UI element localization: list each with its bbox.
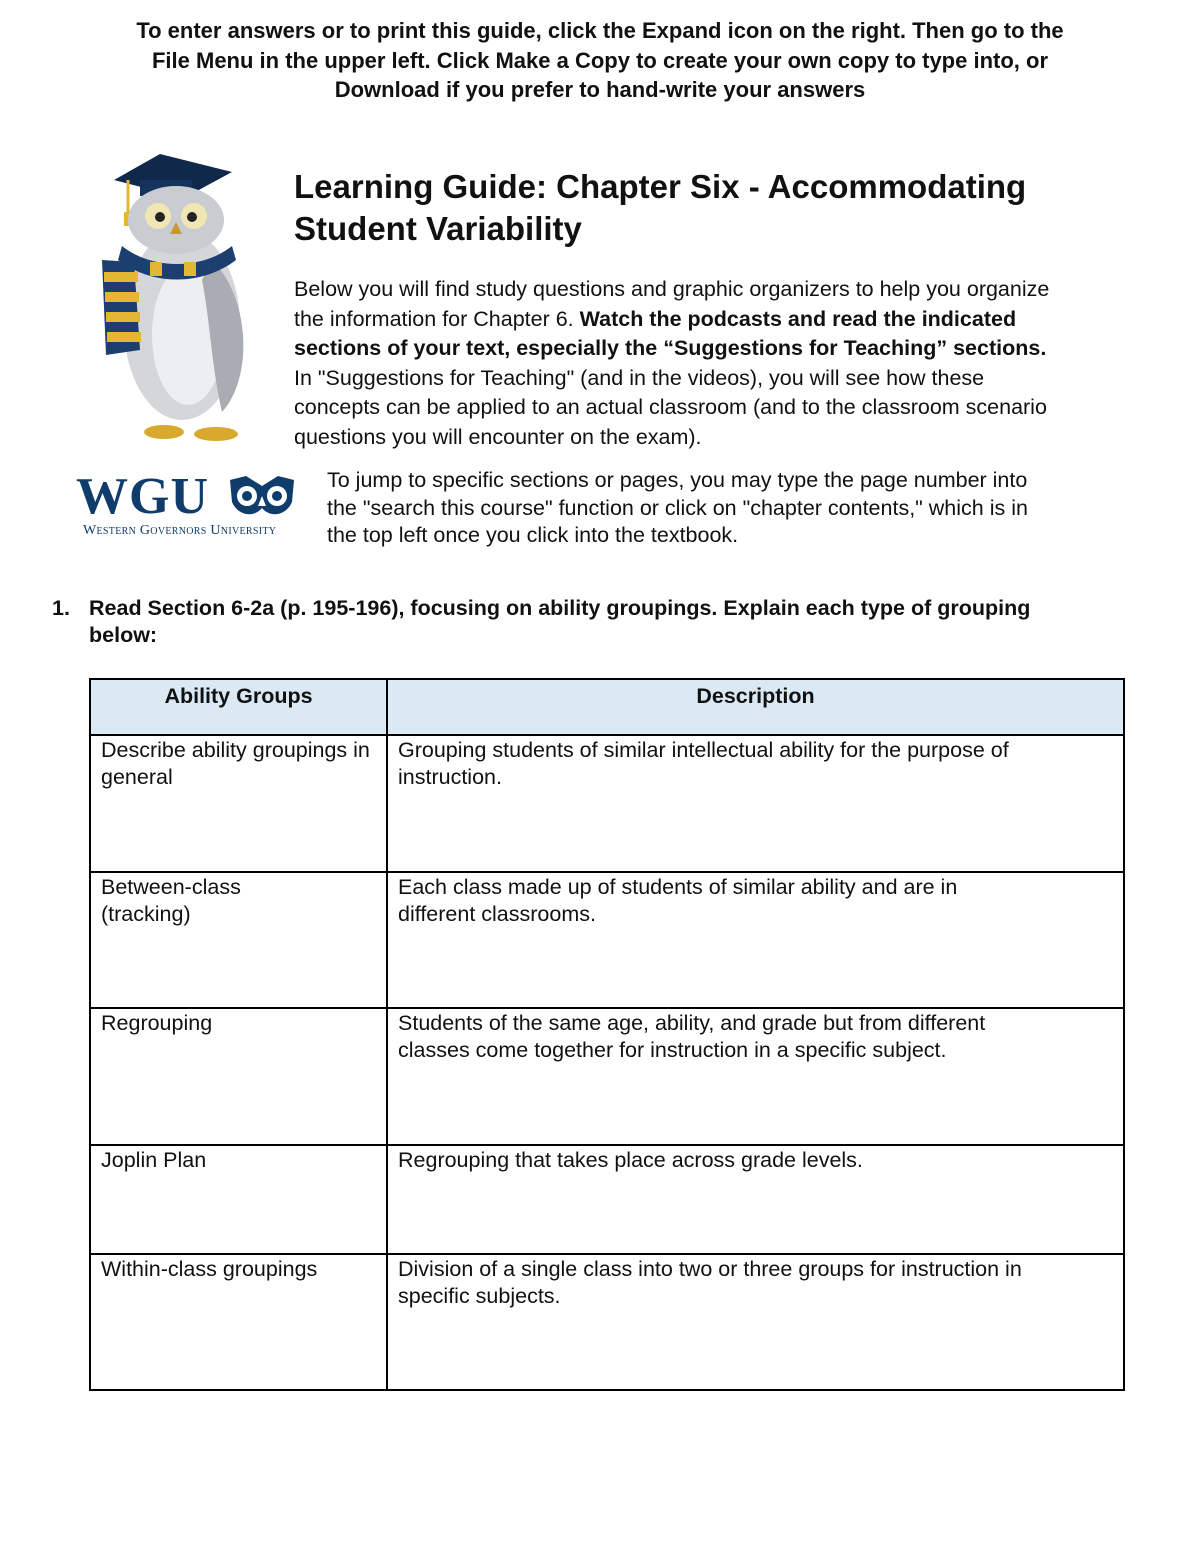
description-cell[interactable] bbox=[387, 735, 1124, 872]
table-header-row bbox=[90, 679, 1124, 735]
question-line: below: bbox=[89, 623, 158, 647]
wgu-logo bbox=[76, 470, 301, 540]
cell-line: Students of the same age, ability, and grade but from different bbox=[398, 1011, 986, 1035]
question-line: Read Section 6-2a (p. 195-196), focusing on ability groupings. Explain each type of grouping bbox=[89, 596, 1031, 620]
logo-subtitle: Western Governors University bbox=[83, 523, 277, 538]
column-header: Ability Groups bbox=[90, 679, 387, 735]
intro-text: . bbox=[1040, 336, 1047, 360]
cell-line: instruction. bbox=[398, 765, 502, 789]
description-cell[interactable] bbox=[387, 1145, 1124, 1254]
description-cell[interactable] bbox=[387, 1254, 1124, 1390]
group-cell bbox=[90, 1254, 387, 1390]
cell-line: Regrouping bbox=[101, 1011, 213, 1035]
navigation-tip bbox=[327, 467, 1147, 550]
notice-line: To enter answers or to print this guide, click the Expand icon on the right. Then go to the bbox=[136, 18, 1064, 43]
intro-line bbox=[294, 334, 1174, 364]
intro-line: In "Suggestions for Teaching" (and in the videos), you will see how these bbox=[294, 365, 985, 390]
cell-line: Joplin Plan bbox=[101, 1148, 207, 1172]
table-row bbox=[90, 1145, 1124, 1254]
cell-line: Division of a single class into two or three groups for instruction in bbox=[398, 1257, 1022, 1281]
question-text bbox=[89, 595, 1139, 649]
intro-emphasis: sections of your text, especially the “Suggestions for Teaching” sections bbox=[294, 336, 1041, 360]
intro-paragraph bbox=[294, 275, 1174, 452]
group-cell bbox=[90, 735, 387, 872]
ability-groups-table bbox=[89, 678, 1125, 1391]
intro-line: concepts can be applied to an actual classroom (and to the classroom scenario bbox=[294, 395, 1047, 419]
intro-line: Below you will find study questions and graphic organizers to help you organize bbox=[294, 277, 1050, 301]
group-cell bbox=[90, 1008, 387, 1145]
cell-line: (tracking) bbox=[101, 902, 191, 926]
table-row bbox=[90, 735, 1124, 872]
intro-emphasis: Watch the podcasts and read the indicated bbox=[579, 306, 1017, 331]
cell-line: Within-class groupings bbox=[101, 1257, 318, 1281]
intro-line: questions you will encounter on the exam). bbox=[294, 424, 702, 449]
owl-face-icon bbox=[226, 474, 298, 518]
title-line: Learning Guide: Chapter Six - Accommodating bbox=[294, 168, 1027, 205]
column-header: Description bbox=[387, 679, 1124, 735]
table-row bbox=[90, 1254, 1124, 1390]
cell-line: classes come together for instruction in a specific subject. bbox=[398, 1038, 947, 1062]
intro-line bbox=[294, 305, 1174, 335]
description-cell[interactable] bbox=[387, 1008, 1124, 1145]
notice-line: Download if you prefer to hand-write your answers bbox=[334, 77, 866, 102]
cell-line: Grouping students of similar intellectual ability for the purpose of bbox=[398, 738, 1009, 762]
cell-line: Each class made up of students of similar ability and are in bbox=[398, 875, 958, 899]
table-row bbox=[90, 1008, 1124, 1145]
cell-line: specific subjects. bbox=[398, 1284, 561, 1308]
intro-text: the information for Chapter 6. bbox=[294, 306, 580, 331]
tip-line: To jump to specific sections or pages, you may type the page number into bbox=[327, 468, 1028, 492]
notice-line: File Menu in the upper left. Click Make a Copy to create your own copy to type into, or bbox=[151, 47, 1049, 73]
group-cell bbox=[90, 872, 387, 1008]
table-row bbox=[90, 872, 1124, 1008]
title-line: Student Variability bbox=[294, 210, 582, 247]
tip-line: the top left once you click into the textbook. bbox=[327, 523, 739, 547]
cell-line: different classrooms. bbox=[398, 902, 596, 926]
logo-wordmark: WGU bbox=[76, 468, 209, 525]
cell-line: general bbox=[101, 765, 173, 789]
tip-line: the "search this course" function or click on "chapter contents," which is in bbox=[327, 495, 1028, 520]
cell-line: Regrouping that takes place across grade levels. bbox=[398, 1148, 863, 1172]
page-title bbox=[294, 166, 1174, 250]
cell-line: Between-class bbox=[101, 875, 241, 899]
question-number: 1. bbox=[52, 596, 70, 620]
instructions-notice bbox=[60, 16, 1140, 105]
owl-mascot-illustration bbox=[92, 150, 262, 445]
group-cell bbox=[90, 1145, 387, 1254]
description-cell[interactable] bbox=[387, 872, 1124, 1008]
cell-line: Describe ability groupings in bbox=[101, 738, 370, 762]
